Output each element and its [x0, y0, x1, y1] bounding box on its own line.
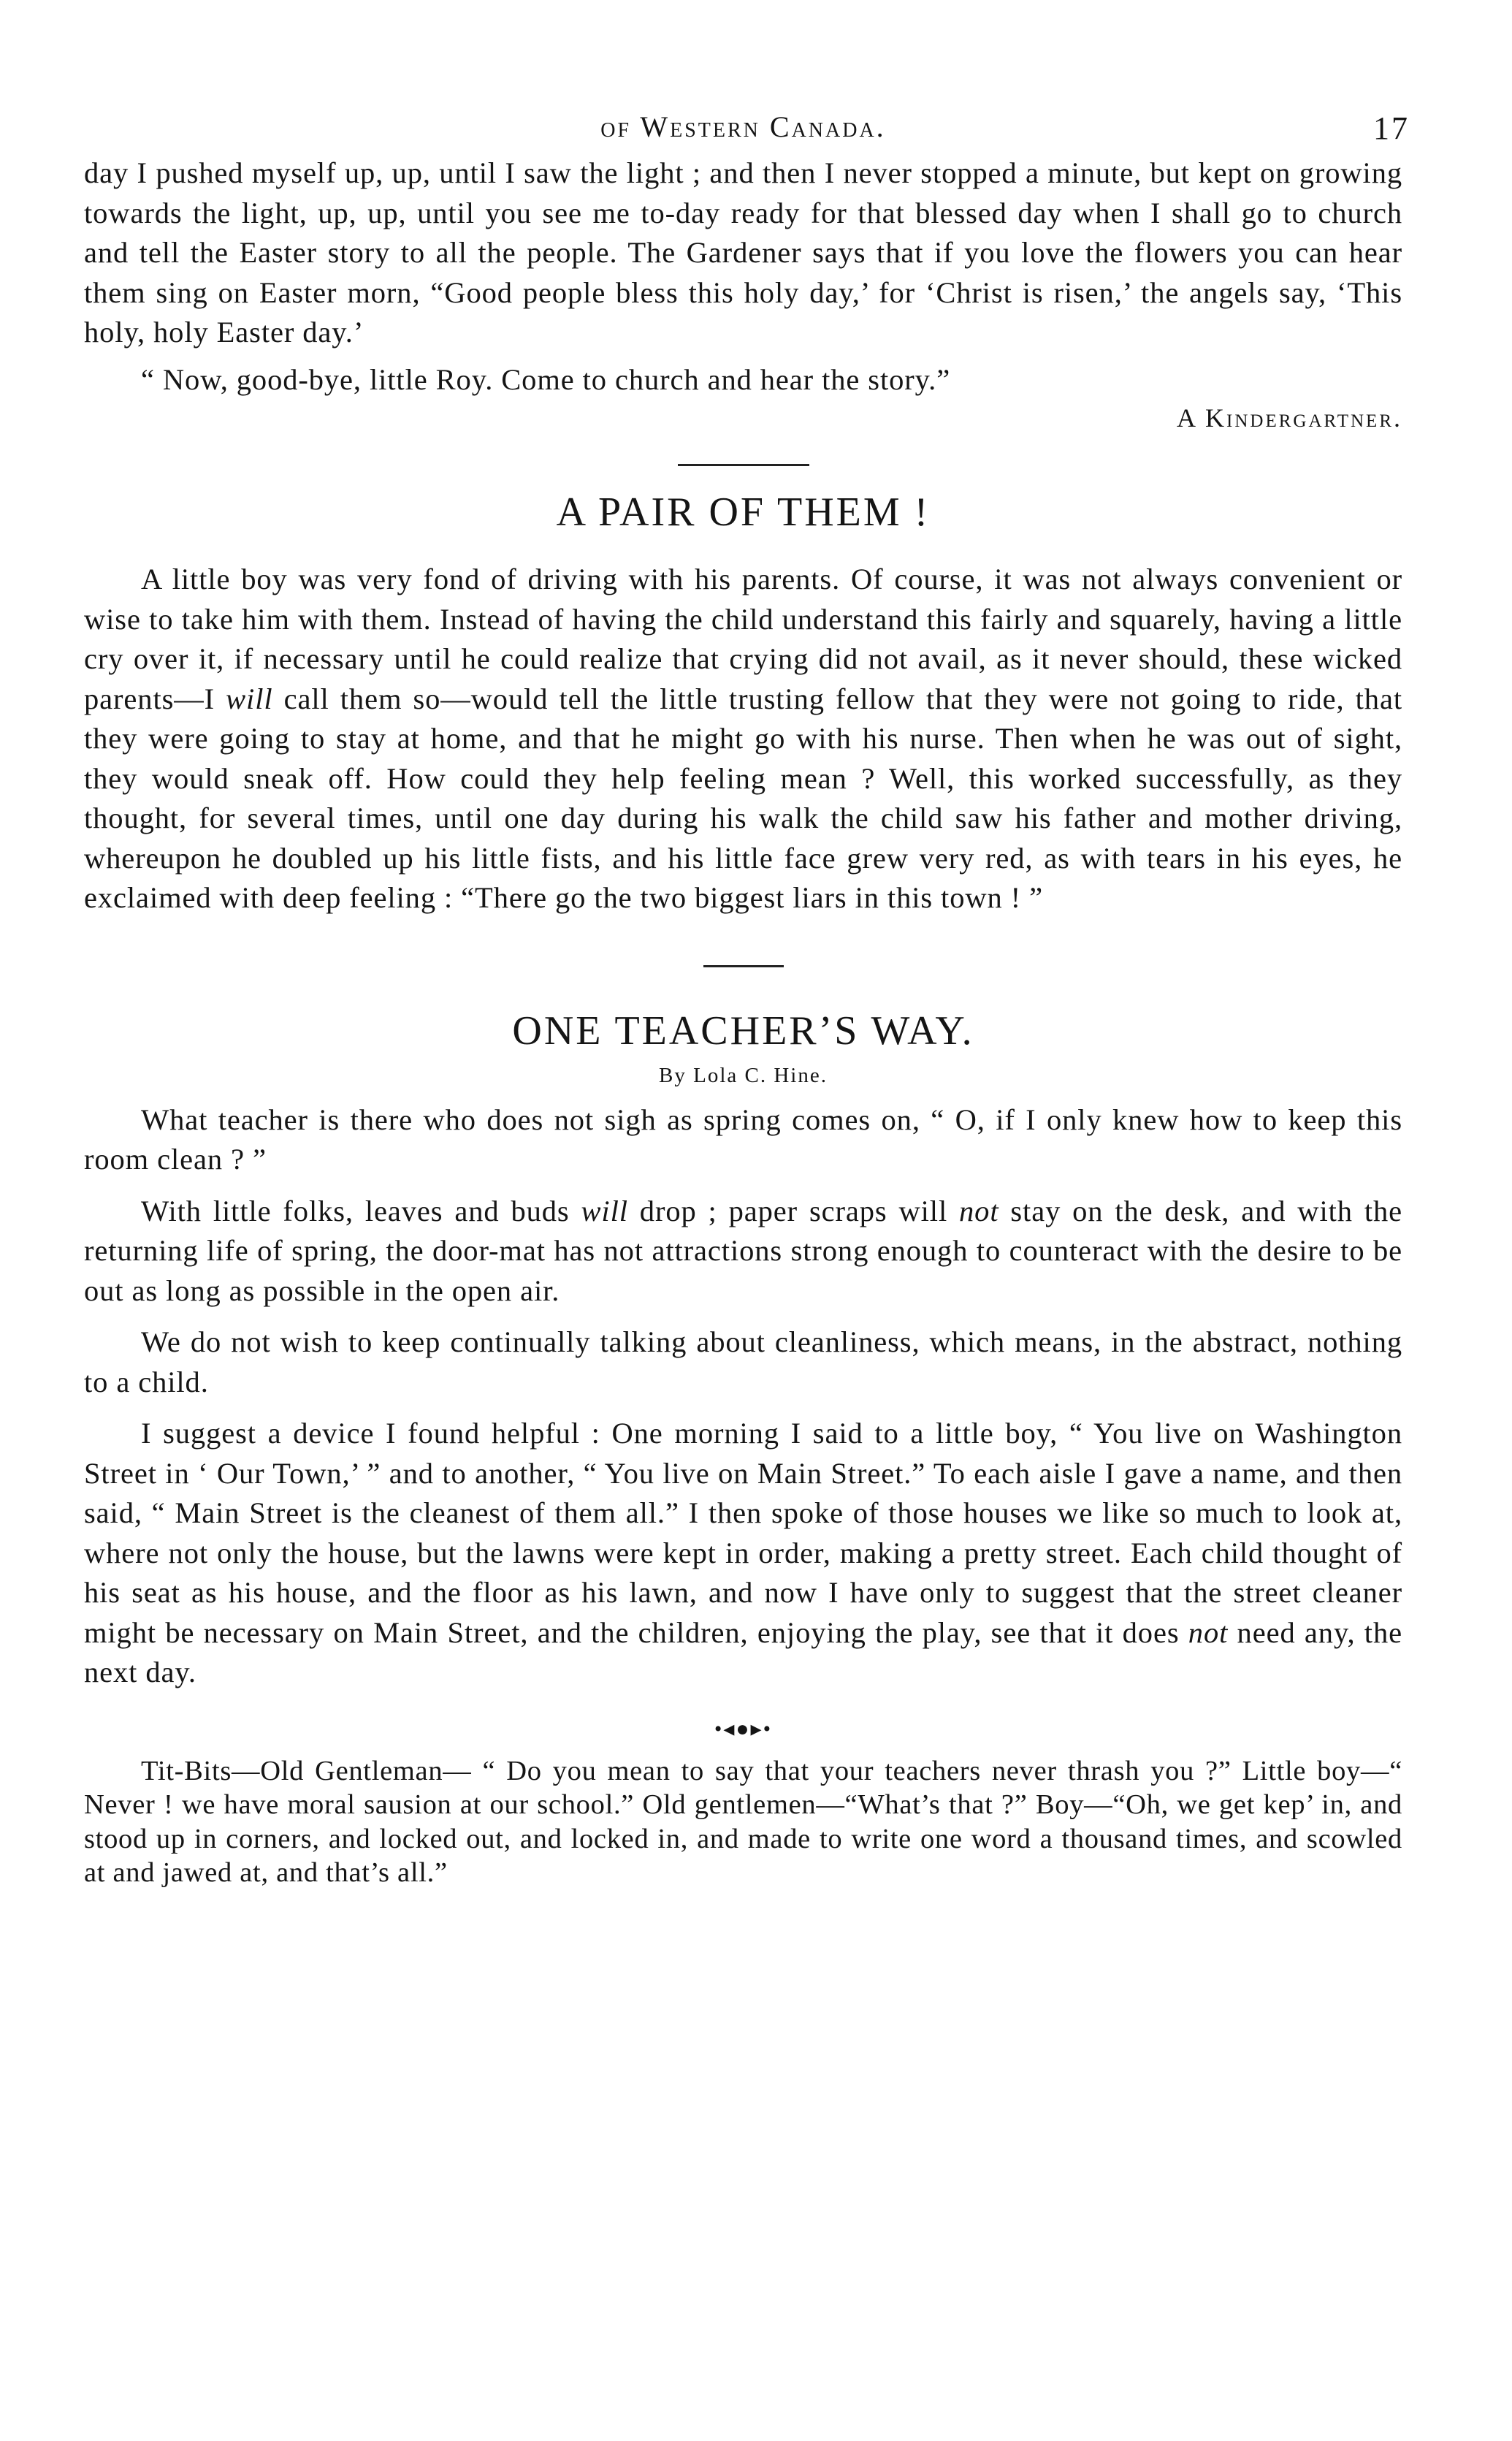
teacher-heading: ONE TEACHER’S WAY.	[512, 1008, 974, 1054]
teacher-p4-text-b: need any, the next day.	[84, 1615, 1402, 1688]
easter-story-section	[84, 153, 1402, 436]
teacher-p4-emphasis: not	[1188, 1615, 1229, 1649]
teacher-p4-text-a: I suggest a device I found helpful : One morning I said to a little boy, “ You live on Washington Street in ‘ Our Town,’ ” and to another, “ You live on Main Street.” To each aisle I gave a name, and then said, “ Main Street is the cleanest of them all.” I then spoke of those houses we like so much to look at, where not only the house, but the lawns were kept in order, making a pretty street. Each child thought of his seat as his house, and the floor as his lawn, and now I have only to suggest that the street cleaner might be necessary on Main Street, and the children, enjoying the play, see that it does	[84, 1417, 1402, 1649]
titbits-section	[84, 1754, 1402, 1890]
book-page	[84, 110, 1410, 1890]
teacher-p2-text-a: With little folks, leaves and buds	[141, 1194, 581, 1227]
teacher-section	[84, 1005, 1402, 1693]
teacher-paragraph-3: We do not wish to keep continually talking about cleanliness, which means, in the abstract, nothing to a child.	[84, 1325, 1402, 1398]
ornament-divider: •◂●▸•	[714, 1716, 773, 1741]
running-title: of Western Canada.	[600, 110, 886, 143]
titbits-paragraph: Tit-Bits—Old Gentleman— “ Do you mean to say that your teachers never thrash you ?” Little boy—“ Never ! we have moral sausion at our school.” Old gentlemen—“What’s that ?” Boy—“Oh, we get kep’ in, and stood up in corners, and locked out, and locked in, and made to write one word a thousand times, and scowled at and jawed at, and that’s all.”	[84, 1755, 1402, 1888]
easter-paragraph-1: day I pushed myself up, up, until I saw the light ; and then I never stopped a minute, but kept on growing towards the light, up, up, until you see me to-day ready for that blessed day when I shall go to church and tell the Easter story to all the people. The Gardener says that if you love the flowers you can hear them sing on Easter morn, “Good people bless this holy day,’ for ‘Christ is risen,’ the angels say, ‘This holy, holy Easter day.’	[84, 156, 1402, 349]
teacher-paragraph-2	[84, 1192, 1402, 1311]
signature: A Kindergartner.	[1177, 403, 1402, 433]
section-divider-1	[678, 464, 809, 466]
pair-paragraph	[84, 560, 1402, 918]
teacher-p2-text-b: drop ; paper scraps will	[627, 1194, 960, 1227]
pair-emphasis: will	[226, 682, 273, 715]
teacher-p2-emphasis-1: will	[581, 1194, 628, 1227]
pair-heading: A PAIR OF THEM !	[556, 490, 931, 535]
teacher-paragraph-4	[84, 1414, 1402, 1693]
easter-paragraph-2: “ Now, good-bye, little Roy. Come to church and hear the story.”	[141, 362, 951, 396]
running-head	[84, 110, 1410, 153]
pair-text-b: call them so—would tell the little trusting fellow that they were not going to ride, that they were going to stay at home, and that he might go with his nurse. Then when he was out of sight, they would sneak off. How could they help feeling mean ? Well, this worked successfully, as they thought, for several times, until one day during his walk the child saw his father and mother driving, whereupon he doubled up his little fists, and his little face grew very red, as with tears in his eyes, he exclaimed with deep feeling : “There go the two biggest liars in this town ! ”	[84, 682, 1402, 914]
pair-text-a: A little boy was very fond of driving with his parents. Of course, it was not always convenient or wise to take him with them. Instead of having the child understand this fairly and squarely, having a little cry over it, if necessary until he could realize that crying did not avail, as it never should, these wicked parents—I	[84, 563, 1402, 715]
page-number: 17	[1373, 110, 1410, 146]
teacher-paragraph-1: What teacher is there who does not sigh as spring comes on, “ O, if I only knew how to keep this room clean ? ”	[84, 1103, 1402, 1176]
pair-of-them-section	[84, 487, 1402, 918]
teacher-p2-text-c: stay on the desk, and with the returning life of spring, the door-mat has not attractions strong enough to counteract with the desire to be out as long as possible in the open air.	[84, 1194, 1403, 1307]
section-divider-2	[703, 965, 784, 967]
teacher-p2-emphasis-2: not	[959, 1194, 999, 1227]
teacher-byline: By Lola C. Hine.	[659, 1063, 828, 1087]
